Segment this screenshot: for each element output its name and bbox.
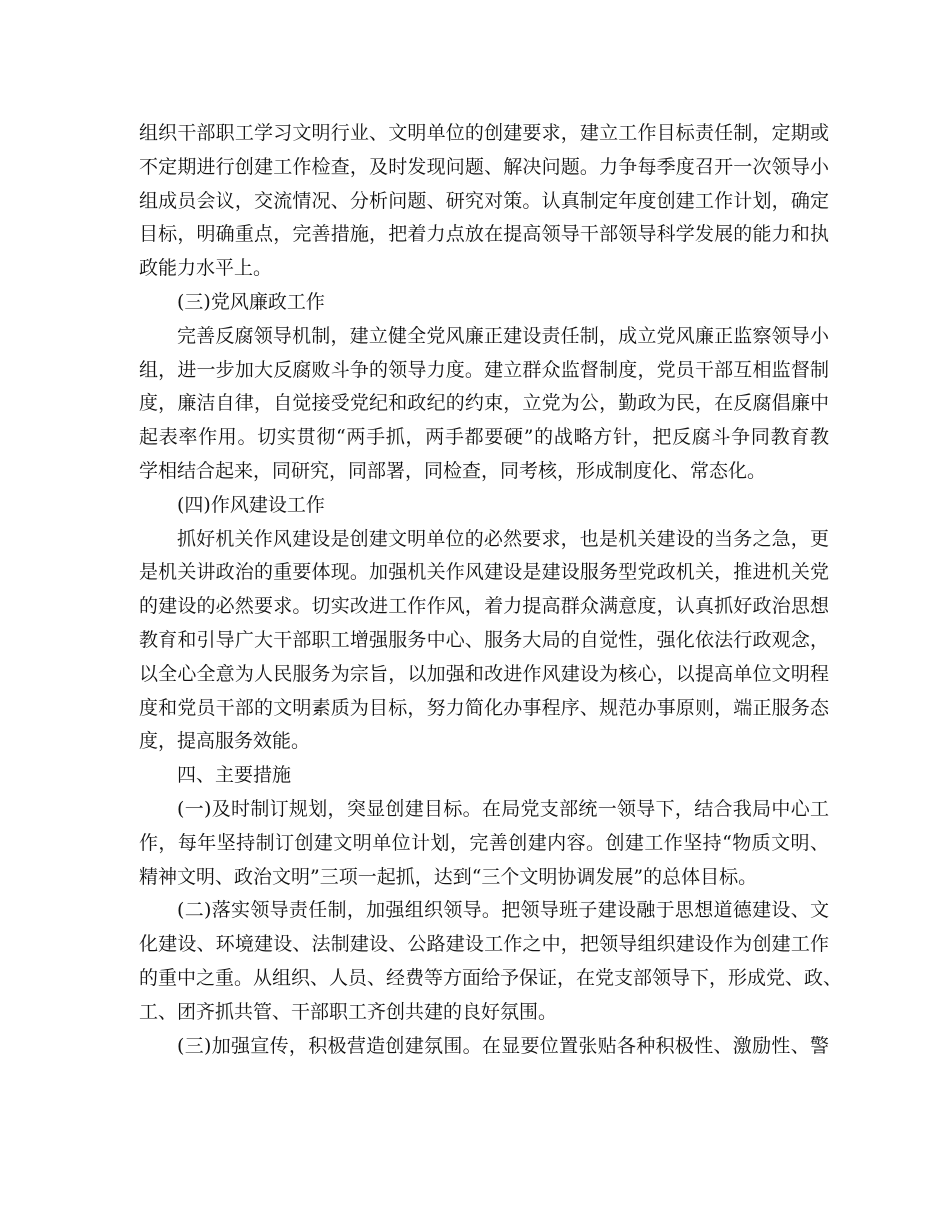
paragraph-line: 组，进一步加大反腐败斗争的领导力度。建立群众监督制度，党员干部互相监督制 (139, 358, 829, 381)
paragraph-line: 工、团齐抓共管、干部职工齐创共建的良好氛围。 (139, 1000, 558, 1023)
paragraph-line: 不定期进行创建工作检查，及时发现问题、解决问题。力争每季度召开一次领导小 (139, 155, 829, 178)
paragraph-line: (二)落实领导责任制，加强组织领导。把领导班子建设融于思想道德建设、文 (177, 899, 829, 922)
paragraph-line: 度，廉洁自律，自觉接受党纪和政纪的约束，立党为公，勤政为民，在反腐倡廉中 (139, 392, 829, 415)
paragraph-line: 教育和引导广大干部职工增强服务中心、服务大局的自觉性，强化依法行政观念， (139, 628, 829, 651)
document-body (139, 117, 843, 1063)
paragraph-line: 的建设的必然要求。切实改进工作作风，着力提高群众满意度，认真抓好政治思想 (139, 595, 829, 618)
paragraph-line: 起表率作用。切实贯彻“两手抓，两手都要硬”的战略方针，把反腐斗争同教育教 (139, 426, 829, 449)
paragraph-line: 是机关讲政治的重要体现。加强机关作风建设是建设服务型党政机关，推进机关党 (139, 561, 829, 584)
paragraph-line: 政能力水平上。 (139, 257, 273, 280)
paragraph-line: 以全心全意为人民服务为宗旨，以加强和改进作风建设为核心，以提高单位文明程 (139, 662, 829, 685)
paragraph-line: (一)及时制订规划，突显创建目标。在局党支部统一领导下，结合我局中心工 (177, 797, 829, 820)
section-heading: 四、主要措施 (177, 764, 292, 787)
paragraph-line: 抓好机关作风建设是创建文明单位的必然要求，也是机关建设的当务之急，更 (177, 527, 829, 550)
section-heading: (四)作风建设工作 (177, 493, 325, 516)
paragraph-line: 的重中之重。从组织、人员、经费等方面给予保证，在党支部领导下，形成党、政、 (139, 966, 843, 989)
paragraph-line: 作，每年坚持制订创建文明单位计划，完善创建内容。创建工作坚持“物质文明、 (139, 831, 829, 854)
paragraph-line: 组成员会议，交流情况、分析问题、研究对策。认真制定年度创建工作计划，确定 (139, 189, 829, 212)
paragraph-line: (三)加强宣传，积极营造创建氛围。在显要位置张贴各种积极性、激励性、警 (177, 1034, 829, 1057)
paragraph-line: 化建设、环境建设、法制建设、公路建设工作之中，把领导组织建设作为创建工作 (139, 933, 829, 956)
section-heading: (三)党风廉政工作 (177, 290, 325, 313)
paragraph-line: 度，提高服务效能。 (139, 730, 311, 753)
paragraph-line: 度和党员干部的文明素质为目标，努力简化办事程序、规范办事原则，端正服务态 (139, 696, 829, 719)
paragraph-line: 精神文明、政治文明”三项一起抓，达到“三个文明协调发展”的总体目标。 (139, 865, 758, 888)
paragraph-line: 组织干部职工学习文明行业、文明单位的创建要求，建立工作目标责任制，定期或 (139, 122, 829, 144)
paragraph-line: 完善反腐领导机制，建立健全党风廉正建设责任制，成立党风廉正监察领导小 (177, 324, 829, 347)
paragraph-line: 目标，明确重点，完善措施，把着力点放在提高领导干部领导科学发展的能力和执 (139, 223, 829, 246)
paragraph-line: 学相结合起来，同研究，同部署，同检查，同考核，形成制度化、常态化。 (139, 459, 767, 482)
